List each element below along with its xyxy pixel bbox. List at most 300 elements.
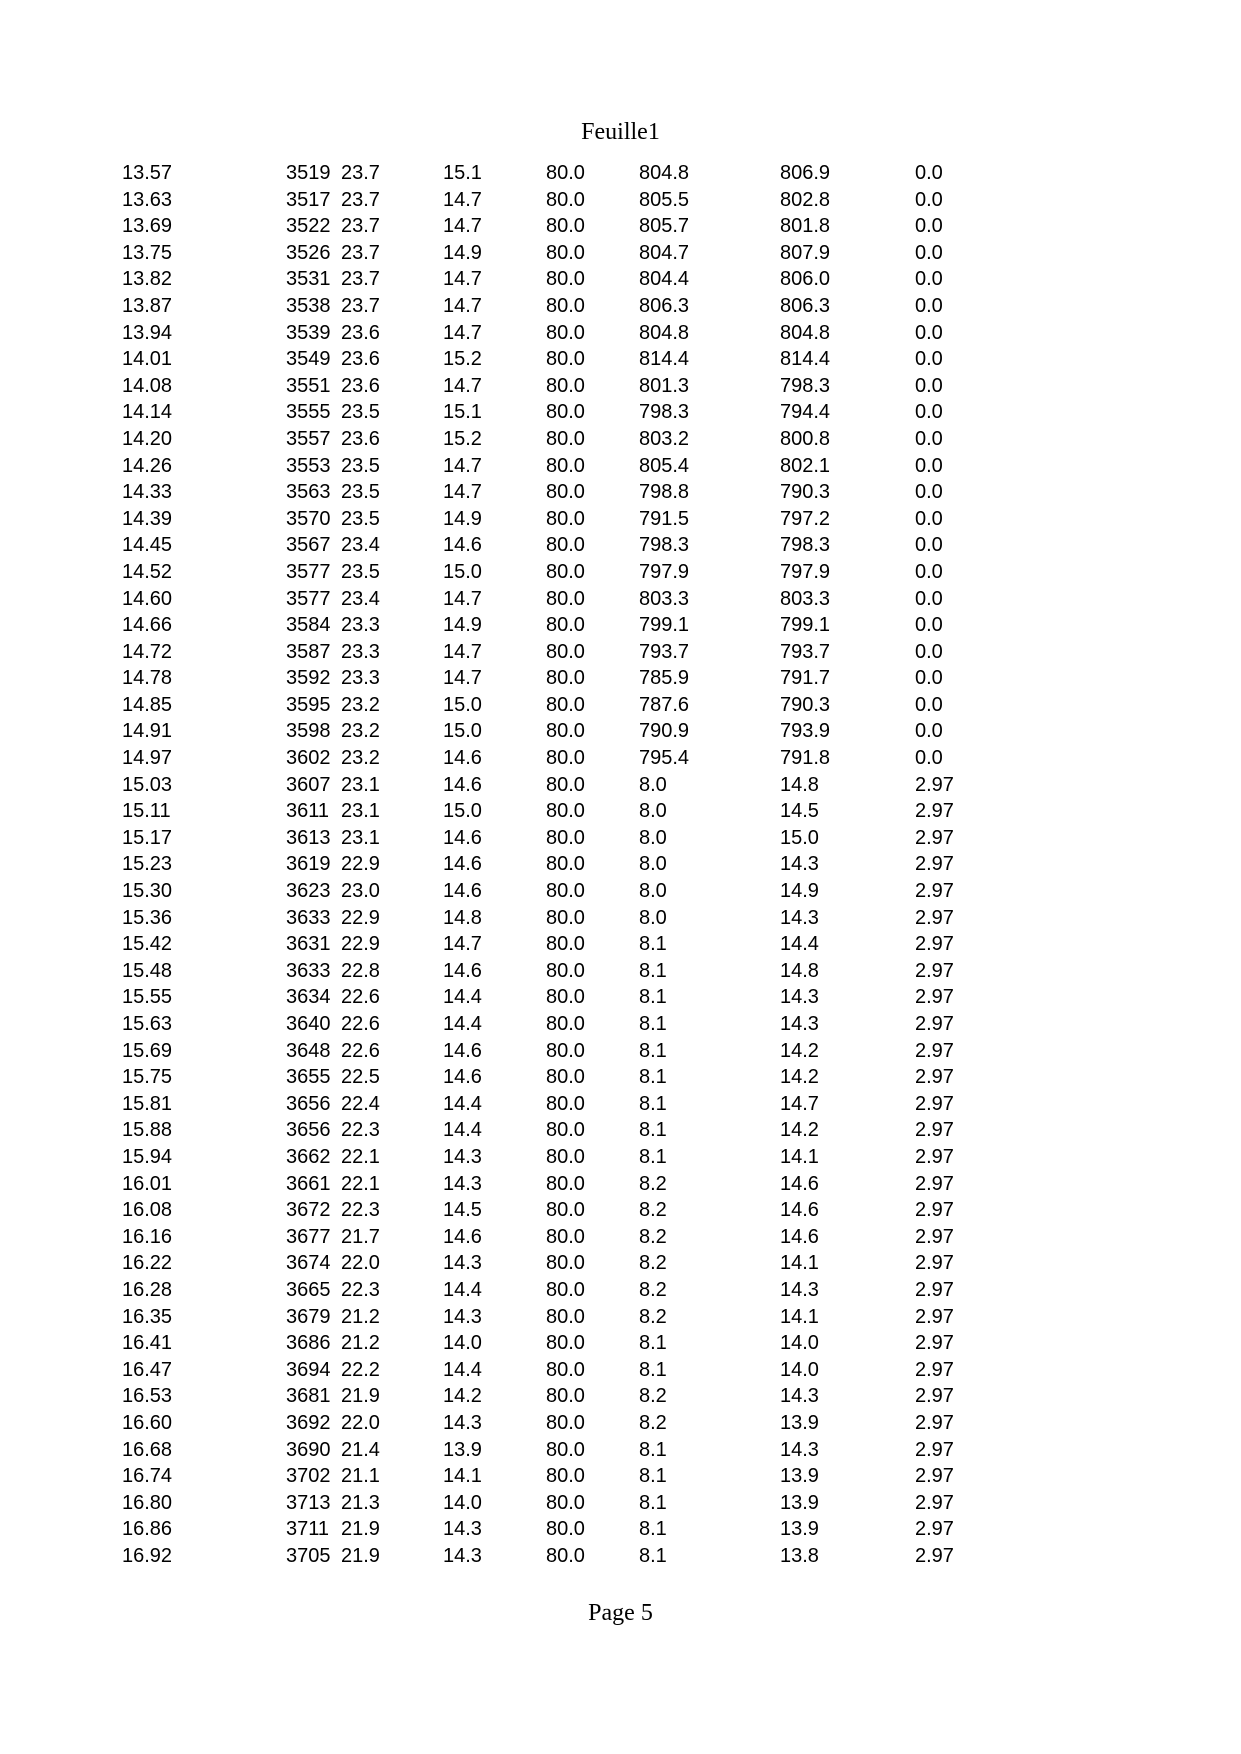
table-cell: 15.2 — [443, 427, 482, 450]
table-cell: 0.0 — [915, 667, 943, 690]
table-row — [0, 346, 1241, 373]
table-cell: 80.0 — [546, 1172, 585, 1195]
table-row — [0, 665, 1241, 692]
table-cell: 13.75 — [122, 241, 173, 264]
table-cell: 21.9 — [341, 1518, 380, 1541]
table-cell: 2.97 — [915, 1066, 954, 1089]
table-cell: 3595 — [286, 693, 331, 716]
table-cell: 8.2 — [639, 1172, 667, 1195]
table-cell: 22.1 — [341, 1145, 380, 1168]
table-row — [0, 240, 1241, 267]
table-row — [0, 1410, 1241, 1437]
table-cell: 793.7 — [780, 640, 831, 663]
table-cell: 14.5 — [780, 800, 819, 823]
table-cell: 23.5 — [341, 560, 380, 583]
table-cell: 8.0 — [639, 773, 667, 796]
table-cell: 15.0 — [443, 800, 482, 823]
table-cell: 22.9 — [341, 933, 380, 956]
table-cell: 80.0 — [546, 1092, 585, 1115]
table-cell: 8.1 — [639, 1092, 667, 1115]
table-cell: 13.9 — [780, 1465, 819, 1488]
table-cell: 15.55 — [122, 986, 173, 1009]
table-cell: 14.6 — [443, 959, 482, 982]
table-cell: 13.57 — [122, 162, 173, 184]
table-cell: 791.7 — [780, 667, 831, 690]
table-cell: 23.2 — [341, 747, 380, 770]
table-cell: 0.0 — [915, 560, 943, 583]
table-cell: 2.97 — [915, 1358, 954, 1381]
table-cell: 3553 — [286, 454, 331, 477]
table-cell: 2.97 — [915, 986, 954, 1009]
table-row — [0, 1330, 1241, 1357]
table-cell: 3613 — [286, 826, 331, 849]
table-cell: 794.4 — [780, 401, 831, 424]
table-cell: 23.7 — [341, 241, 380, 264]
table-cell: 15.88 — [122, 1119, 173, 1142]
table-cell: 14.6 — [443, 773, 482, 796]
table-cell: 21.2 — [341, 1305, 380, 1328]
table-cell: 14.9 — [443, 241, 482, 264]
table-cell: 3648 — [286, 1039, 331, 1062]
table-cell: 3598 — [286, 720, 331, 743]
table-row — [0, 266, 1241, 293]
table-row — [0, 399, 1241, 426]
table-cell: 2.97 — [915, 1385, 954, 1408]
table-cell: 3705 — [286, 1544, 331, 1567]
table-cell: 15.1 — [443, 162, 482, 184]
table-cell: 14.14 — [122, 401, 173, 424]
table-cell: 3557 — [286, 427, 331, 450]
table-cell: 15.36 — [122, 906, 173, 929]
table-cell: 797.9 — [639, 560, 690, 583]
table-cell: 8.2 — [639, 1278, 667, 1301]
table-cell: 23.4 — [341, 587, 380, 610]
table-cell: 806.0 — [780, 268, 831, 291]
table-cell: 80.0 — [546, 268, 585, 291]
data-table — [0, 160, 1241, 1569]
table-cell: 22.3 — [341, 1199, 380, 1222]
table-row — [0, 373, 1241, 400]
table-cell: 3587 — [286, 640, 331, 663]
table-cell: 80.0 — [546, 348, 585, 371]
table-cell: 13.63 — [122, 188, 173, 211]
table-cell: 80.0 — [546, 1119, 585, 1142]
table-cell: 8.1 — [639, 1518, 667, 1541]
table-cell: 2.97 — [915, 853, 954, 876]
table-cell: 801.8 — [780, 215, 831, 238]
table-cell: 790.9 — [639, 720, 690, 743]
table-cell: 8.1 — [639, 933, 667, 956]
table-cell: 3623 — [286, 880, 331, 903]
table-row — [0, 1144, 1241, 1171]
table-cell: 3602 — [286, 747, 331, 770]
table-row — [0, 931, 1241, 958]
table-cell: 3702 — [286, 1465, 331, 1488]
table-cell: 0.0 — [915, 640, 943, 663]
table-cell: 23.5 — [341, 507, 380, 530]
table-cell: 14.3 — [443, 1252, 482, 1275]
table-cell: 3672 — [286, 1199, 331, 1222]
table-row — [0, 825, 1241, 852]
table-cell: 16.53 — [122, 1385, 173, 1408]
table-cell: 3656 — [286, 1119, 331, 1142]
table-row — [0, 718, 1241, 745]
table-cell: 793.9 — [780, 720, 831, 743]
table-cell: 14.78 — [122, 667, 173, 690]
table-cell: 3681 — [286, 1385, 331, 1408]
table-cell: 14.2 — [780, 1066, 819, 1089]
table-cell: 0.0 — [915, 241, 943, 264]
table-cell: 814.4 — [639, 348, 690, 371]
table-cell: 14.3 — [443, 1305, 482, 1328]
table-cell: 797.9 — [780, 560, 831, 583]
table-cell: 14.7 — [443, 374, 482, 397]
table-cell: 13.94 — [122, 321, 173, 344]
table-cell: 3555 — [286, 401, 331, 424]
table-cell: 23.6 — [341, 374, 380, 397]
table-cell: 22.9 — [341, 853, 380, 876]
table-cell: 23.3 — [341, 640, 380, 663]
table-cell: 14.0 — [780, 1332, 819, 1355]
table-cell: 23.5 — [341, 481, 380, 504]
table-cell: 14.2 — [780, 1039, 819, 1062]
table-cell: 15.69 — [122, 1039, 173, 1062]
table-cell: 22.6 — [341, 1013, 380, 1035]
table-cell: 14.33 — [122, 481, 173, 504]
table-cell: 22.1 — [341, 1172, 380, 1195]
table-cell: 22.4 — [341, 1092, 380, 1115]
table-cell: 14.1 — [780, 1252, 819, 1275]
table-cell: 3607 — [286, 773, 331, 796]
table-cell: 80.0 — [546, 1305, 585, 1328]
table-cell: 14.45 — [122, 534, 173, 557]
table-cell: 8.1 — [639, 1039, 667, 1062]
table-cell: 14.7 — [443, 933, 482, 956]
table-cell: 23.7 — [341, 268, 380, 291]
table-cell: 80.0 — [546, 667, 585, 690]
table-cell: 798.8 — [639, 481, 690, 504]
table-row — [0, 320, 1241, 347]
table-cell: 2.97 — [915, 1119, 954, 1142]
table-cell: 80.0 — [546, 374, 585, 397]
table-cell: 803.2 — [639, 427, 690, 450]
table-cell: 3711 — [286, 1518, 330, 1541]
table-cell: 3640 — [286, 1013, 331, 1035]
table-cell: 0.0 — [915, 321, 943, 344]
table-cell: 3656 — [286, 1092, 331, 1115]
table-cell: 14.6 — [443, 534, 482, 557]
table-cell: 15.1 — [443, 401, 482, 424]
table-cell: 14.1 — [443, 1465, 482, 1488]
table-cell: 13.82 — [122, 268, 173, 291]
table-cell: 16.80 — [122, 1491, 173, 1514]
table-cell: 15.63 — [122, 1013, 173, 1035]
table-cell: 14.6 — [443, 826, 482, 849]
table-cell: 3611 — [286, 800, 330, 823]
table-cell: 14.7 — [443, 640, 482, 663]
table-cell: 21.2 — [341, 1332, 380, 1355]
table-cell: 14.1 — [780, 1305, 819, 1328]
table-cell: 14.2 — [780, 1119, 819, 1142]
table-cell: 8.1 — [639, 1066, 667, 1089]
table-cell: 80.0 — [546, 959, 585, 982]
table-cell: 805.4 — [639, 454, 690, 477]
table-cell: 80.0 — [546, 1332, 585, 1355]
table-cell: 22.0 — [341, 1411, 380, 1434]
table-cell: 2.97 — [915, 1252, 954, 1275]
table-cell: 0.0 — [915, 454, 943, 477]
table-cell: 0.0 — [915, 614, 943, 637]
table-cell: 3570 — [286, 507, 331, 530]
table-cell: 2.97 — [915, 1278, 954, 1301]
table-cell: 15.81 — [122, 1092, 173, 1115]
table-cell: 80.0 — [546, 1358, 585, 1381]
table-cell: 13.87 — [122, 294, 173, 317]
table-cell: 2.97 — [915, 933, 954, 956]
table-cell: 14.9 — [443, 507, 482, 530]
table-cell: 80.0 — [546, 1278, 585, 1301]
table-cell: 2.97 — [915, 1491, 954, 1514]
table-cell: 0.0 — [915, 401, 943, 424]
table-cell: 3577 — [286, 587, 331, 610]
table-cell: 2.97 — [915, 1013, 954, 1035]
table-cell: 15.0 — [443, 720, 482, 743]
table-cell: 14.7 — [443, 587, 482, 610]
table-cell: 80.0 — [546, 906, 585, 929]
table-cell: 802.1 — [780, 454, 831, 477]
table-cell: 16.68 — [122, 1438, 173, 1461]
table-cell: 80.0 — [546, 853, 585, 876]
sheet-title: Feuille1 — [581, 119, 660, 145]
page-number: Page 5 — [588, 1600, 653, 1626]
table-cell: 23.0 — [341, 880, 380, 903]
table-cell: 790.3 — [780, 693, 831, 716]
table-cell: 16.22 — [122, 1252, 173, 1275]
table-row — [0, 532, 1241, 559]
table-cell: 80.0 — [546, 241, 585, 264]
table-cell: 14.4 — [443, 1278, 482, 1301]
table-row — [0, 187, 1241, 214]
table-cell: 21.9 — [341, 1544, 380, 1567]
table-cell: 80.0 — [546, 401, 585, 424]
table-cell: 80.0 — [546, 773, 585, 796]
table-cell: 3563 — [286, 481, 331, 504]
table-cell: 80.0 — [546, 587, 585, 610]
table-cell: 22.2 — [341, 1358, 380, 1381]
table-cell: 14.60 — [122, 587, 173, 610]
table-cell: 799.1 — [780, 614, 831, 637]
table-cell: 80.0 — [546, 1013, 585, 1035]
table-cell: 2.97 — [915, 1544, 954, 1567]
table-cell: 3692 — [286, 1411, 331, 1434]
table-row — [0, 1463, 1241, 1490]
table-cell: 2.97 — [915, 959, 954, 982]
table-cell: 80.0 — [546, 215, 585, 238]
table-cell: 14.08 — [122, 374, 173, 397]
table-row — [0, 851, 1241, 878]
table-cell: 0.0 — [915, 693, 943, 716]
table-cell: 14.6 — [780, 1172, 819, 1195]
table-cell: 15.30 — [122, 880, 173, 903]
table-cell: 3633 — [286, 906, 331, 929]
table-cell: 14.3 — [780, 986, 819, 1009]
table-cell: 16.74 — [122, 1465, 173, 1488]
table-cell: 80.0 — [546, 321, 585, 344]
table-cell: 21.9 — [341, 1385, 380, 1408]
table-row — [0, 426, 1241, 453]
table-cell: 0.0 — [915, 188, 943, 211]
table-row — [0, 1490, 1241, 1517]
table-cell: 22.9 — [341, 906, 380, 929]
table-cell: 0.0 — [915, 587, 943, 610]
table-cell: 80.0 — [546, 800, 585, 823]
table-cell: 790.3 — [780, 481, 831, 504]
table-cell: 2.97 — [915, 906, 954, 929]
table-row — [0, 1091, 1241, 1118]
table-cell: 22.3 — [341, 1119, 380, 1142]
table-cell: 791.5 — [639, 507, 690, 530]
table-cell: 803.3 — [780, 587, 831, 610]
table-cell: 0.0 — [915, 215, 943, 238]
table-cell: 15.94 — [122, 1145, 173, 1168]
table-cell: 803.3 — [639, 587, 690, 610]
table-row — [0, 798, 1241, 825]
table-cell: 14.39 — [122, 507, 173, 530]
table-cell: 15.0 — [443, 560, 482, 583]
table-cell: 3538 — [286, 294, 331, 317]
table-row — [0, 479, 1241, 506]
table-cell: 2.97 — [915, 1145, 954, 1168]
table-row — [0, 878, 1241, 905]
table-cell: 2.97 — [915, 1332, 954, 1355]
table-cell: 16.08 — [122, 1199, 173, 1222]
table-cell: 14.6 — [443, 1225, 482, 1248]
table-cell: 14.4 — [443, 986, 482, 1009]
table-cell: 798.3 — [639, 401, 690, 424]
table-row — [0, 772, 1241, 799]
table-cell: 14.2 — [443, 1385, 482, 1408]
table-cell: 8.1 — [639, 1491, 667, 1514]
table-cell: 798.3 — [780, 374, 831, 397]
table-cell: 8.2 — [639, 1411, 667, 1434]
table-cell: 0.0 — [915, 747, 943, 770]
table-cell: 0.0 — [915, 294, 943, 317]
table-cell: 80.0 — [546, 1491, 585, 1514]
table-cell: 22.8 — [341, 959, 380, 982]
table-row — [0, 639, 1241, 666]
table-cell: 804.8 — [639, 162, 690, 184]
table-cell: 14.6 — [443, 1066, 482, 1089]
table-row — [0, 905, 1241, 932]
table-cell: 16.92 — [122, 1544, 173, 1567]
table-cell: 80.0 — [546, 933, 585, 956]
table-cell: 23.5 — [341, 401, 380, 424]
table-cell: 8.1 — [639, 1544, 667, 1567]
table-cell: 80.0 — [546, 1385, 585, 1408]
table-cell: 2.97 — [915, 880, 954, 903]
table-cell: 802.8 — [780, 188, 831, 211]
table-cell: 14.3 — [780, 853, 819, 876]
table-row — [0, 692, 1241, 719]
table-cell: 3713 — [286, 1491, 331, 1514]
table-cell: 3549 — [286, 348, 331, 371]
table-cell: 0.0 — [915, 374, 943, 397]
table-cell: 23.6 — [341, 348, 380, 371]
table-cell: 3522 — [286, 215, 331, 238]
table-cell: 14.7 — [443, 667, 482, 690]
table-row — [0, 612, 1241, 639]
table-cell: 80.0 — [546, 747, 585, 770]
table-cell: 14.52 — [122, 560, 173, 583]
table-cell: 8.1 — [639, 1013, 667, 1035]
table-cell: 0.0 — [915, 720, 943, 743]
table-cell: 804.4 — [639, 268, 690, 291]
table-row — [0, 506, 1241, 533]
table-cell: 23.5 — [341, 454, 380, 477]
table-cell: 793.7 — [639, 640, 690, 663]
table-cell: 80.0 — [546, 1411, 585, 1434]
table-cell: 13.8 — [780, 1544, 819, 1567]
table-row — [0, 1197, 1241, 1224]
table-cell: 0.0 — [915, 348, 943, 371]
table-cell: 13.9 — [780, 1518, 819, 1541]
table-cell: 3592 — [286, 667, 331, 690]
table-cell: 14.3 — [780, 1013, 819, 1035]
table-cell: 3577 — [286, 560, 331, 583]
table-cell: 80.0 — [546, 1199, 585, 1222]
table-cell: 80.0 — [546, 1465, 585, 1488]
table-row — [0, 293, 1241, 320]
table-cell: 15.0 — [443, 693, 482, 716]
table-cell: 23.2 — [341, 720, 380, 743]
table-cell: 806.3 — [780, 294, 831, 317]
table-cell: 3679 — [286, 1305, 331, 1328]
table-cell: 14.6 — [780, 1225, 819, 1248]
table-cell: 80.0 — [546, 507, 585, 530]
table-row — [0, 1224, 1241, 1251]
table-cell: 80.0 — [546, 986, 585, 1009]
table-row — [0, 958, 1241, 985]
table-cell: 21.1 — [341, 1465, 380, 1488]
table-cell: 0.0 — [915, 162, 943, 184]
table-cell: 14.3 — [780, 1438, 819, 1461]
table-cell: 14.3 — [780, 1385, 819, 1408]
table-cell: 22.0 — [341, 1252, 380, 1275]
table-row — [0, 1543, 1241, 1570]
table-cell: 14.9 — [443, 614, 482, 637]
table-cell: 785.9 — [639, 667, 690, 690]
table-cell: 23.2 — [341, 693, 380, 716]
table-row — [0, 745, 1241, 772]
table-cell: 14.3 — [443, 1172, 482, 1195]
table-cell: 0.0 — [915, 268, 943, 291]
table-cell: 14.7 — [443, 268, 482, 291]
table-cell: 14.7 — [443, 454, 482, 477]
table-row — [0, 213, 1241, 240]
table-cell: 8.2 — [639, 1305, 667, 1328]
table-cell: 8.1 — [639, 1332, 667, 1355]
table-cell: 22.6 — [341, 986, 380, 1009]
table-cell: 3519 — [286, 162, 331, 184]
table-cell: 3677 — [286, 1225, 331, 1248]
table-cell: 14.6 — [443, 747, 482, 770]
table-cell: 23.1 — [341, 773, 380, 796]
table-cell: 8.1 — [639, 1358, 667, 1381]
table-cell: 0.0 — [915, 534, 943, 557]
table-cell: 80.0 — [546, 1066, 585, 1089]
table-cell: 14.91 — [122, 720, 173, 743]
table-cell: 23.7 — [341, 215, 380, 238]
